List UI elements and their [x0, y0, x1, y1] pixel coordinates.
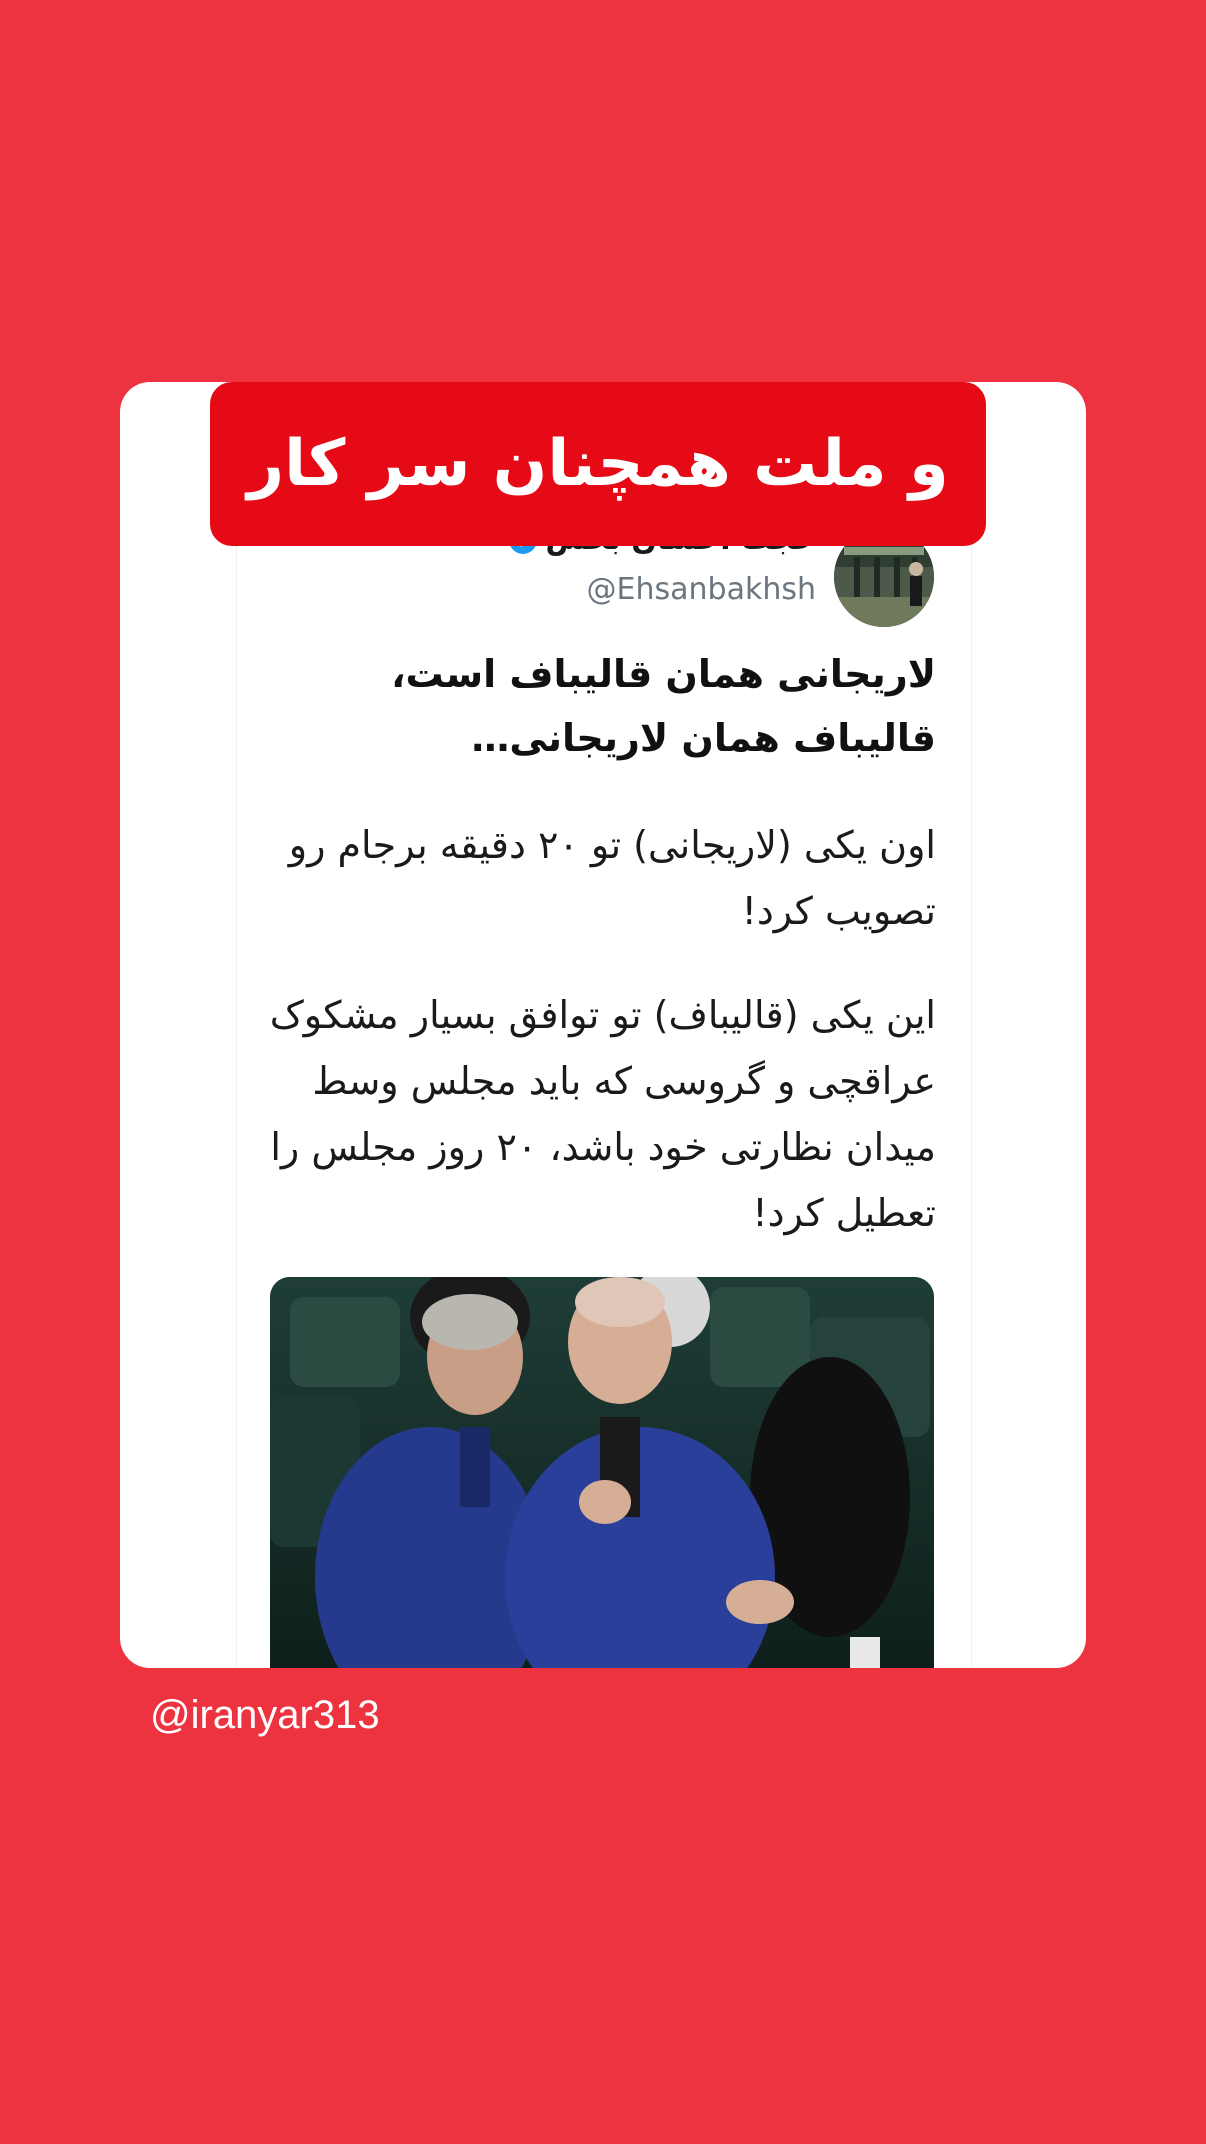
tweet-headline: لاریجانی همان قالیباف است، قالیباف همان لاریجانی…: [391, 652, 936, 760]
tweet-paragraph-2: این یکی (قالیباف) تو توافق بسیار مشکوک عراقچی و گروسی که باید مجلس وسط میدان نظارتی خود باشد، ۲۰ روز مجلس را تعطیل کرد!: [269, 993, 936, 1235]
banner-text: و ملت همچنان سر کار: [247, 427, 949, 501]
post-card: [120, 382, 1086, 1668]
tweet-screenshot: [236, 512, 972, 1668]
tweet-paragraph-1: اون یکی (لاریجانی) تو ۲۰ دقیقه برجام رو تصویب کرد!: [288, 823, 936, 933]
tweet-photo[interactable]: [270, 1277, 934, 1668]
watermark-handle: @iranyar313: [150, 1693, 380, 1737]
author-handle[interactable]: @Ehsanbakhsh: [586, 572, 816, 607]
headline-banner: [210, 382, 986, 546]
